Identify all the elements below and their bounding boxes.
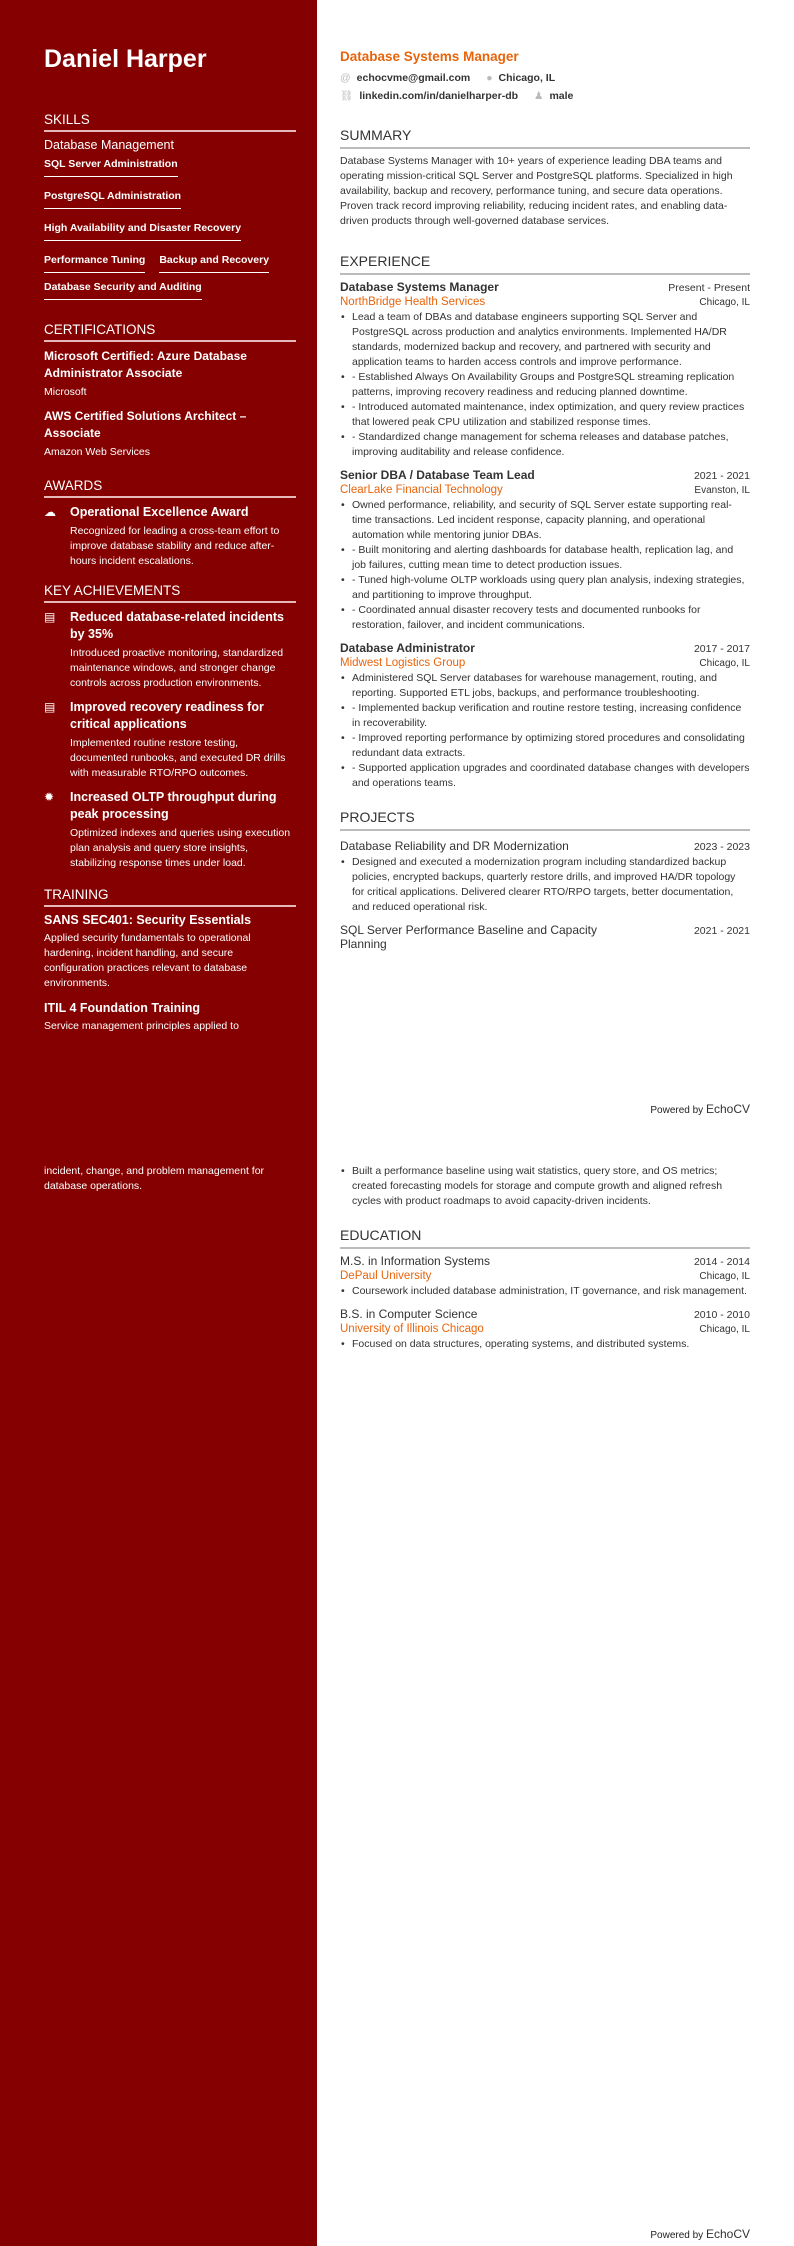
brand-logo[interactable]: EchoCV — [705, 1102, 750, 1116]
powered-by-footer — [650, 1102, 750, 1116]
candidate-name: Daniel Harper — [44, 45, 207, 73]
education-entry — [340, 1307, 750, 1352]
company-name: Midwest Logistics Group — [340, 657, 466, 669]
bullet: • - Established Always On Availability Groups and PostgreSQL streaming replication patterns, improving recovery readiness and reducing planned downtime. — [340, 370, 750, 400]
certification-title: Microsoft Certified: Azure Database Administrator Associate — [44, 349, 247, 380]
powered-by-label: Powered by — [650, 2230, 704, 2241]
awards-heading: AWARDS — [44, 478, 296, 498]
bullet: • - Coordinated annual disaster recovery tests and documented runbooks for restoration, failover, and incident communications. — [340, 603, 750, 633]
degree: M.S. in Information Systems — [340, 1254, 491, 1268]
project-entry — [340, 839, 750, 915]
training-description: Applied security fundamentals to operational hardening, incident handling, and secure configuration practices relevant to database environments. — [44, 932, 251, 989]
company-name: ClearLake Financial Technology — [340, 484, 503, 496]
training-description-continued: incident, change, and problem management for database operations. — [44, 1165, 265, 1192]
award-title: Operational Excellence Award — [70, 505, 249, 519]
project-dates: 2023 - 2023 — [693, 841, 750, 853]
certification-issuer: Microsoft — [44, 386, 87, 398]
bullet: • Designed and executed a modernization program including standardized backup policies, encrypted backups, quarterly restore drills, and improved HA/DR topology for critical applications. Delivered clearer RTO/RPO targets, better documentation, and reduced operational risk. — [340, 855, 750, 915]
project-title: Database Reliability and DR Modernization — [340, 839, 569, 853]
achievements-heading: KEY ACHIEVEMENTS — [44, 583, 296, 603]
bullet: • - Standardized change management for schema releases and database patches, improving auditability and release confidence. — [340, 430, 750, 460]
achievement-description: Implemented routine restore testing, documented runbooks, and executed DR drills with measurable RTO/RPO outcomes. — [70, 737, 286, 779]
education-dates: 2010 - 2010 — [693, 1309, 750, 1321]
link-icon: ⛓ — [340, 90, 354, 102]
training-heading: TRAINING — [44, 887, 296, 907]
location: Chicago, IL — [498, 72, 556, 84]
school-name: DePaul University — [340, 1270, 432, 1282]
bullet: • Built a performance baseline using wait statistics, query store, and OS metrics; created forecasting models for storage and compute growth and aligned refresh cycles with product roadmaps to avoid capacity-driven incidents. — [340, 1164, 750, 1209]
bullet: • Owned performance, reliability, and security of SQL Server estate supporting real-time transactions. Led incident response, capacity planning, and operational automation while mentoring junior DBAs. — [340, 498, 750, 543]
experience-entry — [340, 641, 750, 791]
position-title: Senior DBA / Database Team Lead — [340, 468, 535, 482]
training-title: SANS SEC401: Security Essentials — [44, 913, 252, 927]
position-title: Database Systems Manager — [340, 280, 499, 294]
powered-by-label: Powered by — [650, 1105, 704, 1116]
education-dates: 2014 - 2014 — [693, 1256, 750, 1268]
main-content — [340, 0, 750, 951]
documents-icon: ▤ — [44, 700, 56, 714]
school-name: University of Illinois Chicago — [340, 1323, 484, 1335]
projects-heading: PROJECTS — [340, 809, 750, 831]
company-location: Chicago, IL — [699, 658, 750, 669]
position-dates: Present - Present — [668, 282, 750, 294]
training-title: ITIL 4 Foundation Training — [44, 1001, 201, 1015]
education-heading: EDUCATION — [340, 1227, 750, 1249]
powered-by-footer — [650, 2227, 750, 2241]
position-dates: 2017 - 2017 — [693, 643, 750, 655]
company-location: Evanston, IL — [694, 485, 750, 496]
achievement-title: Increased OLTP throughput during peak processing — [70, 790, 277, 821]
location-pin-icon: ● — [486, 72, 493, 84]
bullet: • Administered SQL Server databases for warehouse management, routing, and reporting. Supported ETL jobs, backups, and performance troubleshooting. — [340, 671, 750, 701]
bullet: • Lead a team of DBAs and database engineers supporting SQL Server and PostgreSQL across production and analytics environments. Implemented HA/DR standards, modernized backup and recovery, and partnered with security and application teams to harden access controls and improve performance. — [340, 310, 750, 370]
skills-list — [44, 155, 296, 310]
bullet: • Focused on data structures, operating systems, and distributed systems. — [340, 1337, 750, 1352]
achievement-item — [44, 699, 296, 781]
award-item — [44, 504, 296, 569]
cloud-icon: ☁ — [44, 505, 56, 519]
skill-tag: Backup and Recovery — [159, 251, 269, 273]
bullet: • - Built monitoring and alerting dashboards for database health, replication lag, and job failures, cutting mean time to detect production issues. — [340, 543, 750, 573]
email[interactable]: echocvme@gmail.com — [356, 72, 471, 84]
experience-entry — [340, 468, 750, 633]
company-name: NorthBridge Health Services — [340, 296, 486, 308]
achievement-item — [44, 609, 296, 691]
contact-info — [340, 69, 750, 105]
experience-entry — [340, 280, 750, 460]
project-entry — [340, 923, 750, 951]
bullet: • - Introduced automated maintenance, index optimization, and query review practices that lowered peak CPU utilization and stabilized response times. — [340, 400, 750, 430]
sidebar — [44, 0, 296, 1034]
skills-heading: SKILLS — [44, 112, 296, 132]
experience-heading: EXPERIENCE — [340, 253, 750, 275]
school-location: Chicago, IL — [699, 1324, 750, 1335]
bullet: • - Supported application upgrades and coordinated database changes with developers and operations teams. — [340, 761, 750, 791]
skill-tag: Database Security and Auditing — [44, 278, 202, 300]
education-entry — [340, 1254, 750, 1299]
school-location: Chicago, IL — [699, 1271, 750, 1282]
brand-logo[interactable]: EchoCV — [705, 2227, 750, 2241]
bullet: • - Implemented backup verification and routine restore testing, increasing confidence in recoverability. — [340, 701, 750, 731]
gear-icon: ✹ — [44, 790, 55, 804]
job-title: Database Systems Manager — [340, 49, 519, 64]
achievement-title: Improved recovery readiness for critical applications — [70, 700, 264, 731]
person-icon: ♟ — [534, 90, 544, 102]
achievement-description: Introduced proactive monitoring, standardized maintenance windows, and stronger change controls across production environments. — [70, 647, 284, 689]
page-2 — [0, 1123, 794, 2246]
skill-tag: High Availability and Disaster Recovery — [44, 219, 241, 241]
bullet: • - Improved reporting performance by optimizing stored procedures and consolidating redundant data extracts. — [340, 731, 750, 761]
skill-group-title: Database Management — [44, 138, 174, 152]
summary-heading: SUMMARY — [340, 127, 750, 149]
project-title: SQL Server Performance Baseline and Capacity Planning — [340, 923, 598, 951]
main-content-continued — [340, 1164, 750, 1352]
linkedin-link[interactable]: linkedin.com/in/danielharper-db — [359, 90, 519, 102]
training-description: Service management principles applied to — [44, 1020, 239, 1032]
bullet: • Coursework included database administration, IT governance, and risk management. — [340, 1284, 750, 1299]
achievement-description: Optimized indexes and queries using execution plan analysis and query store insights, stabilizing response times under load. — [70, 827, 291, 869]
documents-icon: ▤ — [44, 610, 56, 624]
company-location: Chicago, IL — [699, 297, 750, 308]
skill-tag: PostgreSQL Administration — [44, 187, 181, 209]
summary-text: Database Systems Manager with 10+ years of experience leading DBA teams and operating mission-critical SQL Server and PostgreSQL platforms. Specialized in high availability, backup and recovery, performance tuning, and secure data operations. Proven track record improving reliability, reducing incident rates, and enabling data-driven products through well-governed database services. — [340, 155, 733, 227]
certifications-heading: CERTIFICATIONS — [44, 322, 296, 342]
project-dates: 2021 - 2021 — [693, 925, 750, 937]
achievement-item — [44, 789, 296, 871]
certification-title: AWS Certified Solutions Architect – Associate — [44, 409, 247, 440]
skill-tag: SQL Server Administration — [44, 155, 178, 177]
sidebar-continued — [44, 1164, 296, 1194]
at-icon: @ — [340, 72, 351, 84]
degree: B.S. in Computer Science — [340, 1307, 478, 1321]
bullet: • - Tuned high-volume OLTP workloads using query plan analysis, indexing strategies, and partitioning to improve throughput. — [340, 573, 750, 603]
skill-tag: Performance Tuning — [44, 251, 145, 273]
achievement-title: Reduced database-related incidents by 35% — [70, 610, 284, 641]
gender: male — [549, 90, 574, 102]
award-description: Recognized for leading a cross-team effort to improve database stability and reduce after-hours incident escalations. — [70, 525, 280, 567]
position-dates: 2021 - 2021 — [693, 470, 750, 482]
certification-issuer: Amazon Web Services — [44, 446, 151, 458]
position-title: Database Administrator — [340, 641, 475, 655]
